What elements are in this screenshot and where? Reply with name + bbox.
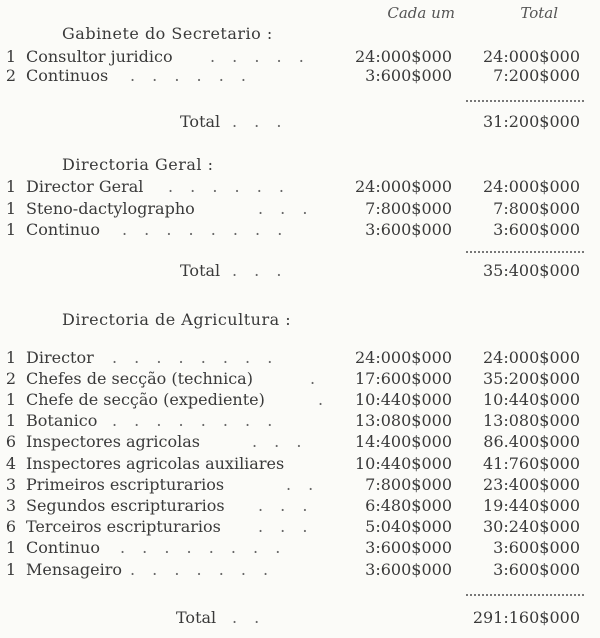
row-value-total: 7:200$000	[493, 66, 580, 85]
row-value-each: 6:480$000	[365, 496, 452, 515]
row-label: Chefe de secção (expediente)	[26, 390, 265, 409]
row-value-each: 3:600$000	[365, 220, 452, 239]
row-value-total: 19:440$000	[482, 496, 580, 515]
section-total-value: 291:160$000	[472, 608, 580, 627]
row-label: Primeiros escripturarios	[26, 475, 225, 494]
total-leader-dots: . .	[232, 608, 266, 627]
section-title-directoria-geral: Directoria Geral :	[62, 155, 214, 174]
row-leader-dots: . . . . . . . .	[120, 538, 287, 557]
row-value-total: 3:600$000	[493, 220, 580, 239]
row-label: Segundos escripturarios	[26, 496, 225, 515]
row-count: 1	[5, 177, 16, 196]
row-value-total: 23:400$000	[482, 475, 580, 494]
row-count: 2	[5, 66, 16, 85]
row-leader-dots: . . . . . . . .	[122, 220, 289, 239]
row-leader-dots: .	[310, 369, 322, 388]
row-value-total: 24:000$000	[482, 348, 580, 367]
row-leader-dots: . .	[286, 475, 320, 494]
row-value-each: 7:800$000	[365, 199, 452, 218]
row-count: 3	[5, 496, 16, 515]
row-leader-dots: . . . . . .	[168, 177, 290, 196]
row-value-each: 13:080$000	[354, 411, 452, 430]
total-label: Total	[176, 608, 217, 627]
row-value-total: 13:080$000	[482, 411, 580, 430]
column-header-total: Total	[520, 4, 558, 22]
row-value-total: 35:200$000	[482, 369, 580, 388]
row-value-total: 24:000$000	[482, 177, 580, 196]
row-leader-dots: . . .	[258, 517, 314, 536]
row-count: 6	[5, 517, 16, 536]
row-count: 6	[5, 432, 16, 451]
row-value-each: 3:600$000	[365, 66, 452, 85]
row-label: Inspectores agricolas	[26, 432, 200, 451]
row-label: Continuos	[26, 66, 109, 85]
row-value-each: 7:800$000	[365, 475, 452, 494]
row-leader-dots: . . . . . .	[130, 66, 252, 85]
row-value-total: 86.400$000	[483, 432, 580, 451]
row-leader-dots: . . . . . . .	[130, 560, 275, 579]
row-value-total: 41:760$000	[482, 454, 580, 473]
row-label: Director	[26, 348, 94, 367]
row-label: Terceiros escripturarios	[26, 517, 221, 536]
row-value-each: 17:600$000	[354, 369, 452, 388]
row-value-total: 10:440$000	[482, 390, 580, 409]
row-value-each: 24:000$000	[354, 177, 452, 196]
row-label: Continuo	[26, 220, 100, 239]
row-count: 1	[5, 560, 16, 579]
sum-rule	[466, 251, 584, 253]
section-total-value: 35:400$000	[482, 261, 580, 280]
row-value-total: 24:000$000	[482, 47, 580, 66]
row-value-each: 24:000$000	[354, 348, 452, 367]
row-label: Botanico	[26, 411, 98, 430]
row-leader-dots: . . . . . . . .	[112, 348, 279, 367]
row-count: 1	[5, 411, 16, 430]
row-label: Steno-dactylographo	[26, 199, 195, 218]
sum-rule	[466, 100, 584, 102]
row-label: Continuo	[26, 538, 100, 557]
row-count: 1	[5, 538, 16, 557]
row-value-each: 10:440$000	[354, 454, 452, 473]
sum-rule	[466, 594, 584, 596]
row-value-total: 30:240$000	[482, 517, 580, 536]
row-count: 2	[5, 369, 16, 388]
row-count: 3	[5, 475, 16, 494]
row-leader-dots: . . .	[252, 432, 308, 451]
row-leader-dots: . . .	[258, 496, 314, 515]
total-label: Total	[180, 261, 221, 280]
row-count: 1	[5, 199, 16, 218]
row-leader-dots: .	[318, 390, 330, 409]
section-title-gabinete: Gabinete do Secretario :	[62, 24, 273, 43]
row-value-each: 5:040$000	[365, 517, 452, 536]
row-label: Director Geral	[26, 177, 144, 196]
row-value-each: 10:440$000	[354, 390, 452, 409]
row-label: Mensageiro	[26, 560, 123, 579]
total-label: Total	[180, 112, 221, 131]
total-leader-dots: . . .	[232, 261, 288, 280]
row-value-each: 3:600$000	[365, 560, 452, 579]
row-count: 1	[5, 220, 16, 239]
row-label: Consultor juridico	[26, 47, 173, 66]
row-count: 4	[5, 454, 16, 473]
column-header-each: Cada um	[387, 4, 455, 22]
row-value-each: 24:000$000	[354, 47, 452, 66]
row-value-each: 14:400$000	[354, 432, 452, 451]
row-label: Inspectores agricolas auxiliares	[26, 454, 285, 473]
row-value-total: 3:600$000	[493, 560, 580, 579]
row-leader-dots: . . . . .	[210, 47, 310, 66]
section-total-value: 31:200$000	[482, 112, 580, 131]
row-leader-dots: . . .	[258, 199, 314, 218]
row-leader-dots: . . . . . . . .	[112, 411, 279, 430]
row-count: 1	[5, 390, 16, 409]
row-count: 1	[5, 348, 16, 367]
row-count: 1	[5, 47, 16, 66]
row-value-each: 3:600$000	[365, 538, 452, 557]
total-leader-dots: . . .	[232, 112, 288, 131]
row-value-total: 3:600$000	[493, 538, 580, 557]
section-title-directoria-agricultura: Directoria de Agricultura :	[62, 310, 292, 329]
row-label: Chefes de secção (technica)	[26, 369, 253, 388]
row-value-total: 7:800$000	[493, 199, 580, 218]
